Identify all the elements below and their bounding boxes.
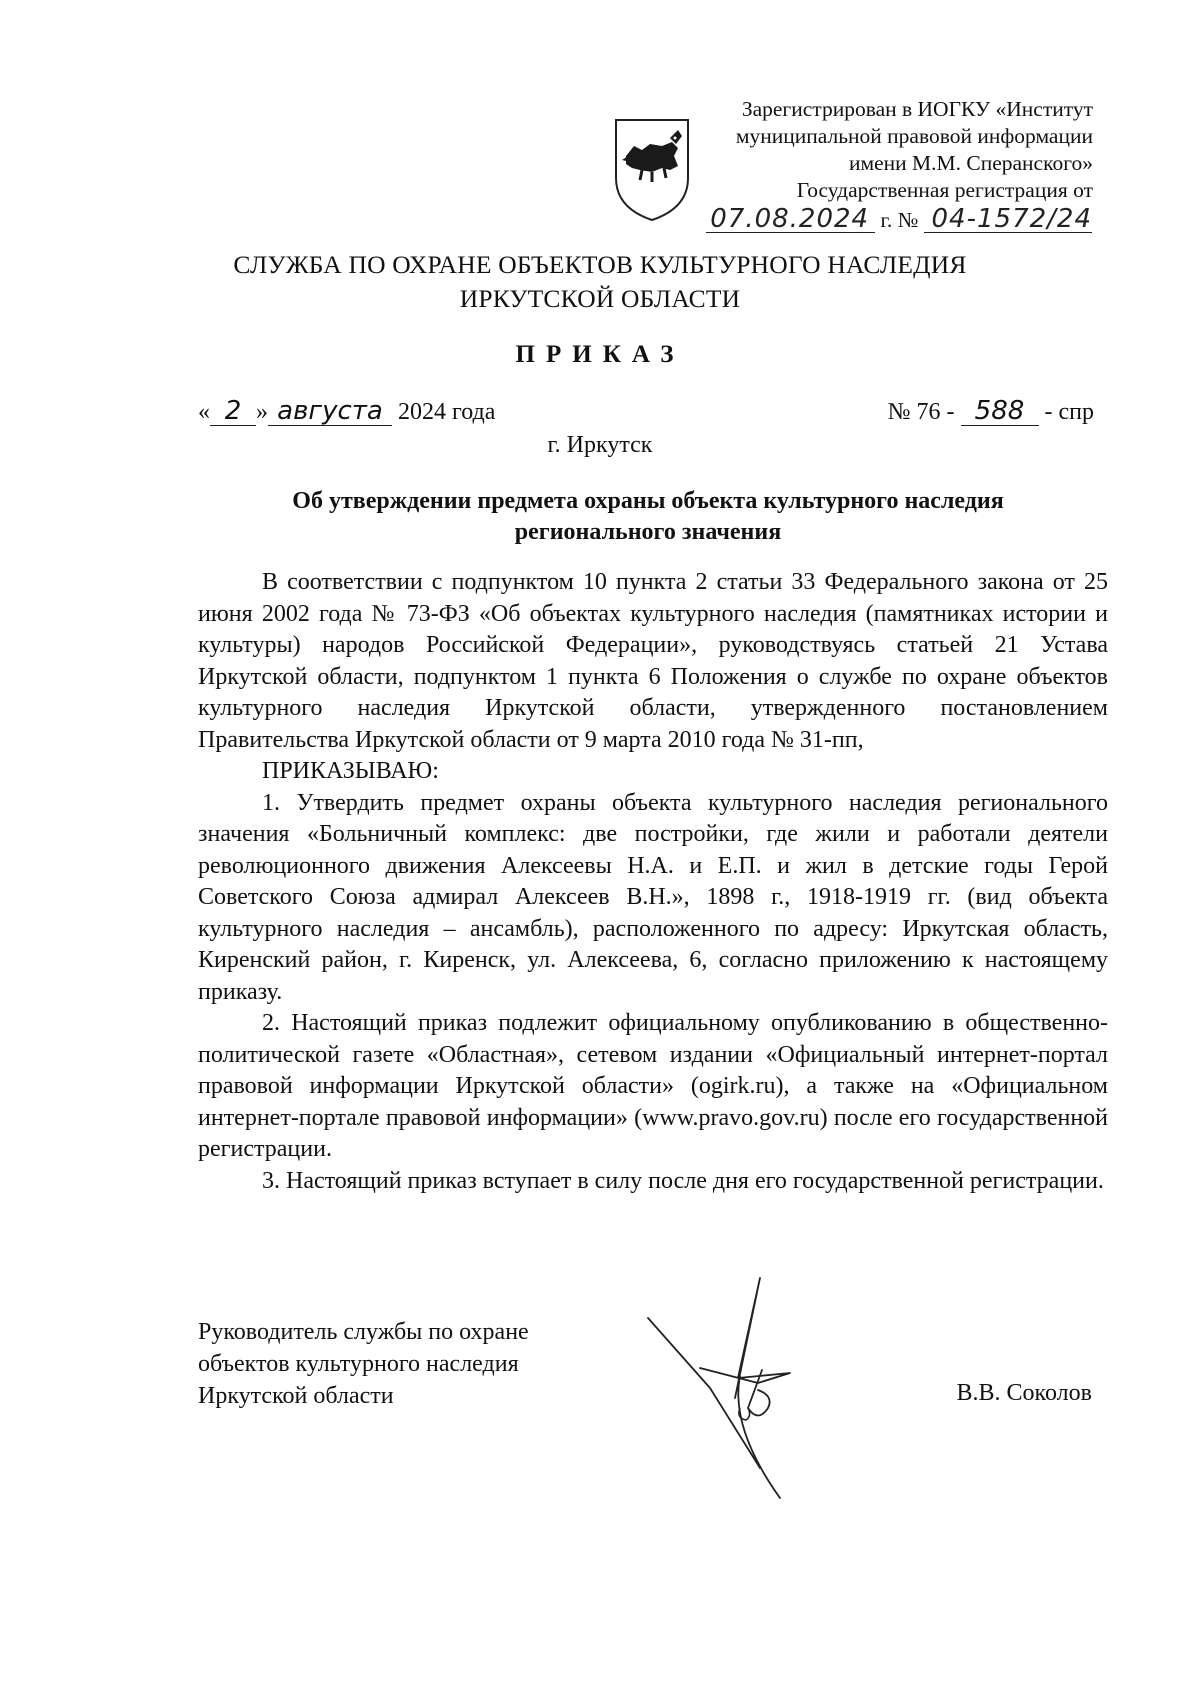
- title-line: регионального значения: [514, 519, 782, 545]
- document-body: [198, 567, 1108, 1197]
- order-number-handwritten: 588: [961, 398, 1039, 426]
- registration-line: муниципальной правовой информации: [735, 124, 1093, 148]
- signer-name: В.В. Соколов: [956, 1380, 1092, 1406]
- order-number-prefix: № 76 -: [887, 399, 955, 425]
- registration-line: Зарегистрирован в ИОГКУ «Институт: [741, 97, 1093, 121]
- order-number: [888, 398, 1094, 426]
- position-line: Руководитель службы по охране: [198, 1319, 529, 1345]
- item-paragraph: 2. Настоящий приказ подлежит официальному опубликованию в общественно-политической газете «Областная», сетевом издании «Официальный интернет-портал правовой информации Иркутской области» (ogirk.ru), а также на «Официальном интернет-портале правовой информации» (www.pravo.gov.ru) после его государственной регистрации.: [198, 1010, 1108, 1162]
- registration-date-handwritten: 07.08.2024: [706, 206, 875, 233]
- position-line: Иркутской области: [198, 1383, 394, 1409]
- signer-position: [198, 1316, 529, 1412]
- position-line: объектов культурного наследия: [198, 1351, 519, 1377]
- organization-line: ИРКУТСКОЙ ОБЛАСТИ: [459, 284, 741, 313]
- registration-stamp: [633, 96, 1093, 204]
- preamble-paragraph: В соответствии с подпунктом 10 пункта 2 статьи 33 Федерального закона от 25 июня 2002 года № 73-ФЗ «Об объектах культурного наследия (памятниках истории и культуры) народов Российской Федерации», руководствуясь статьей 21 Устава Иркутской области, подпунктом 1 пункта 6 Положения о службе по охране объектов культурного наследия Иркутской области, утвержденного постановлением Правительства Иркутской области от 9 марта 2010 года № 31-пп,: [198, 569, 1108, 753]
- registration-line: имени М.М. Сперанского»: [848, 151, 1093, 175]
- document-title: [198, 486, 1098, 548]
- date-day-handwritten: 2: [210, 398, 256, 426]
- item-paragraph: 1. Утвердить предмет охраны объекта культурного наследия регионального значения «Больничный комплекс: две постройки, где жили и работали деятели революционного движения Алексеевы Н.А. и Е.П. и жил в детские годы Герой Советского Союза адмирал Алексеев В.Н.», 1898 г., 1918-1919 гг. (вид объекта культурного наследия – ансамбль), расположенного по адресу: Иркутская область, Киренский район, г. Киренск, ул. Алексеева, 6, согласно приложению к настоящему приказу.: [198, 789, 1108, 1005]
- order-number-suffix: - спр: [1044, 399, 1094, 425]
- date-close-quote: »: [256, 399, 268, 425]
- handwritten-signature: [640, 1258, 840, 1508]
- item-paragraph: 3. Настоящий приказ вступает в силу после дня его государственной регистрации.: [262, 1167, 1104, 1194]
- date-open-quote: «: [198, 399, 210, 425]
- date-year: 2024 года: [398, 399, 496, 425]
- date-month-handwritten: августа: [268, 398, 392, 426]
- registration-line: Государственная регистрация от: [796, 178, 1093, 202]
- registration-number-line: [706, 206, 1092, 233]
- order-word: ПРИКАЗЫВАЮ:: [262, 758, 439, 784]
- document-type-heading: ПРИКАЗ: [515, 341, 685, 368]
- city: г. Иркутск: [547, 432, 653, 458]
- registration-number-prefix: г. №: [880, 208, 919, 232]
- organization-name: [0, 248, 1200, 316]
- order-date: [198, 398, 495, 426]
- organization-line: СЛУЖБА ПО ОХРАНЕ ОБЪЕКТОВ КУЛЬТУРНОГО НАСЛЕДИЯ: [233, 250, 967, 279]
- title-line: Об утверждении предмета охраны объекта культурного наследия: [292, 488, 1004, 514]
- registration-number-handwritten: 04-1572/24: [924, 206, 1092, 233]
